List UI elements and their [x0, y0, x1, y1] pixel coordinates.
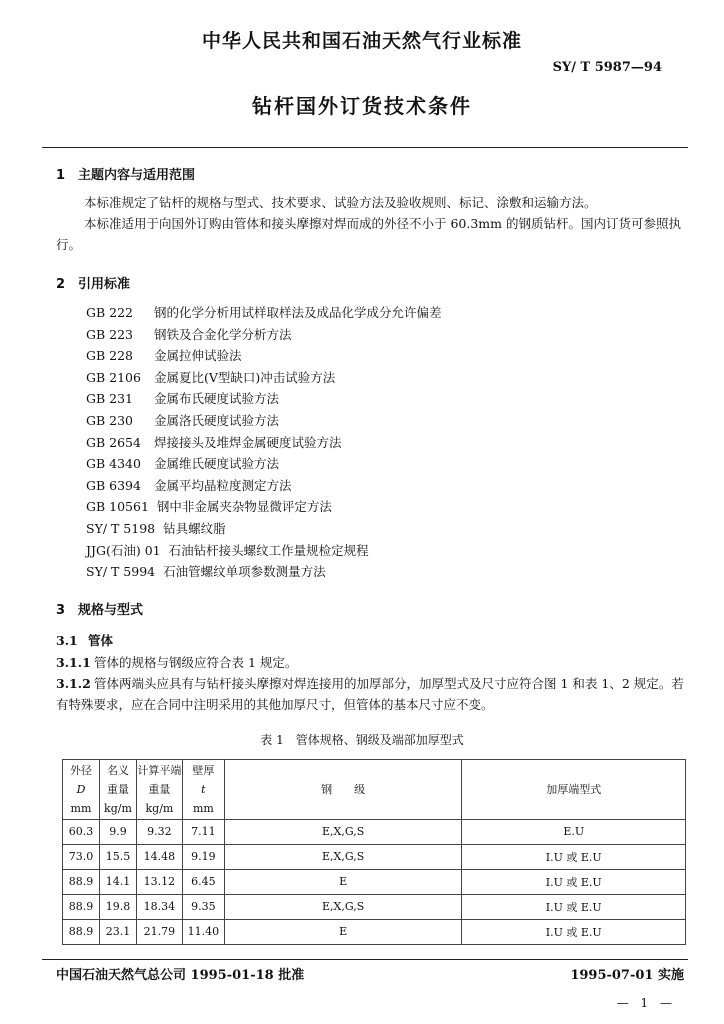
section-3-heading: [56, 599, 143, 618]
table-row: [63, 869, 686, 894]
table-cell: I.U 或 E.U: [462, 894, 686, 919]
reference-code: GB 231: [86, 391, 134, 407]
reference-code: GB 228: [86, 348, 134, 364]
clause-number: 3.1.1: [56, 655, 91, 670]
table-cell: I.U 或 E.U: [462, 844, 686, 869]
section-number: 2: [56, 277, 66, 292]
section-2-heading: [56, 273, 130, 292]
reference-title: 金属维氏硬度试验方法: [154, 456, 280, 472]
reference-title: 金属平均晶粒度测定方法: [154, 477, 292, 493]
reference-code: GB 4340: [86, 456, 141, 472]
approval-note: 中国石油天然气总公司 1995-01-18 批准: [56, 968, 305, 983]
table-cell: E,X,G,S: [224, 894, 462, 919]
reference-item: [86, 345, 442, 367]
table-cell: 9.19: [182, 844, 224, 869]
table-cell: E,X,G,S: [224, 819, 462, 844]
reference-title: 金属洛氏硬度试验方法: [154, 412, 280, 428]
section-title: 规格与型式: [78, 603, 144, 618]
reference-code: JJG(石油) 01: [86, 542, 161, 558]
reference-title: 金属布氏硬度试验方法: [154, 391, 280, 407]
header-cell: kg/m: [99, 799, 136, 819]
section-title: 引用标准: [78, 277, 131, 292]
header-cell: 重量: [136, 780, 182, 800]
subsection-3-1-heading: [56, 631, 113, 649]
table-cell: 11.40: [182, 919, 224, 944]
header-cell: kg/m: [136, 799, 182, 819]
reference-item: [86, 432, 442, 454]
reference-item: [86, 388, 442, 410]
reference-title: 金属拉伸试验法: [154, 348, 242, 364]
table-cell: 60.3: [63, 819, 100, 844]
table-cell: 7.11: [182, 819, 224, 844]
table-cell: E.U: [462, 819, 686, 844]
reference-item: [86, 540, 442, 562]
section-number: 3: [56, 603, 66, 618]
header-cell: t: [182, 780, 224, 800]
clause-number: 3.1.2: [56, 676, 91, 691]
effective-date: 1995-07-01 实施: [570, 968, 684, 983]
table-cell: 19.8: [99, 894, 136, 919]
reference-code: GB 2654: [86, 434, 141, 450]
footer-divider: [42, 959, 688, 960]
reference-code: GB 222: [86, 305, 134, 320]
reference-code: GB 10561: [86, 499, 149, 515]
pipe-spec-table: [62, 759, 686, 945]
reference-title: 金属夏比(V型缺口)冲击试验方法: [154, 369, 336, 385]
table-cell: 88.9: [63, 919, 100, 944]
reference-code: SY/ T 5994: [86, 564, 156, 580]
reference-title: 钻具螺纹脂: [163, 520, 226, 536]
clause-3-1-1: [56, 652, 690, 673]
table-row: [63, 894, 686, 919]
reference-item: [86, 561, 442, 583]
clause-text: 管体两端头应具有与钻杆接头摩擦对焊连接用的加厚部分，加厚型式及尺寸应符合图 1 和表 1、2 规定。若有特殊要求，应在合同中注明采用的其他加厚尺寸，但管体的基本尺寸应不变。: [56, 676, 684, 712]
reference-item: [86, 367, 442, 389]
table-cell: 14.1: [99, 869, 136, 894]
table-cell: 23.1: [99, 919, 136, 944]
table-cell: I.U 或 E.U: [462, 919, 686, 944]
table-cell: 15.5: [99, 844, 136, 869]
reference-title: 钢铁及合金化学分析方法: [154, 326, 292, 342]
reference-title: 钢的化学分析用试样取样法及成品化学成分允许偏差: [154, 305, 442, 320]
table-cell: 88.9: [63, 894, 100, 919]
table-cell: 18.34: [136, 894, 182, 919]
reference-title: 石油钻杆接头螺纹工作量规检定规程: [168, 542, 369, 558]
header-cell-upset-type: 加厚端型式: [462, 760, 686, 820]
table-cell: 13.12: [136, 869, 182, 894]
header-cell: mm: [63, 799, 100, 819]
section-1-body: [56, 192, 688, 255]
table-cell: 88.9: [63, 869, 100, 894]
reference-code: SY/ T 5198: [86, 520, 156, 536]
reference-code: GB 223: [86, 326, 134, 342]
paragraph: 本标准适用于向国外订购由管体和接头摩擦对焊而成的外径不小于 60.3mm 的钢质钻杆。国内订货可参照执行。: [56, 216, 681, 252]
header-cell: D: [63, 780, 100, 800]
table-row: [63, 919, 686, 944]
reference-item: [86, 518, 442, 540]
reference-title: 石油管螺纹单项参数测量方法: [163, 564, 326, 580]
standard-category-title: 中华人民共和国石油天然气行业标准: [201, 30, 522, 52]
header-cell-grade: 钢 级: [224, 760, 462, 820]
reference-item: [86, 496, 442, 518]
paragraph: 本标准规定了钻杆的规格与型式、技术要求、试验方法及验收规则、标记、涂敷和运输方法。: [84, 195, 597, 210]
document-title: 钻杆国外订货技术条件: [252, 94, 472, 118]
table-cell: 73.0: [63, 844, 100, 869]
section-title: 主题内容与适用范围: [78, 168, 196, 183]
table-cell: E: [224, 919, 462, 944]
table-cell: 9.9: [99, 819, 136, 844]
reference-title: 钢中非金属夹杂物显微评定方法: [156, 499, 332, 515]
reference-item: [86, 302, 442, 324]
reference-item: [86, 475, 442, 497]
table-row: [63, 844, 686, 869]
header-cell: 名义: [99, 760, 136, 780]
table-caption: 表 1 管体规格、钢级及端部加厚型式: [260, 733, 464, 747]
section-number: 1: [56, 168, 66, 183]
clause-3-1-2: [56, 673, 690, 715]
reference-code: GB 2106: [86, 369, 141, 385]
reference-item: [86, 410, 442, 432]
reference-item: [86, 453, 442, 475]
reference-title: 焊接接头及堆焊金属硬度试验方法: [154, 434, 342, 450]
reference-code: GB 230: [86, 412, 134, 428]
table-cell: 21.79: [136, 919, 182, 944]
reference-item: [86, 324, 442, 346]
standard-code: SY/ T 5987—94: [552, 60, 662, 75]
page-number: — 1 —: [616, 996, 676, 1010]
table-cell: 14.48: [136, 844, 182, 869]
table-row: [63, 819, 686, 844]
reference-code: GB 6394: [86, 477, 141, 493]
subsection-title: 管体: [88, 633, 114, 648]
reference-list: [86, 302, 442, 583]
table-cell: I.U 或 E.U: [462, 869, 686, 894]
table-cell: 9.35: [182, 894, 224, 919]
header-cell: 外径: [63, 760, 100, 780]
header-cell: mm: [182, 799, 224, 819]
table-cell: 9.32: [136, 819, 182, 844]
clause-text: 管体的规格与钢级应符合表 1 规定。: [94, 655, 298, 670]
header-cell: 重量: [99, 780, 136, 800]
title-divider: [42, 147, 688, 148]
section-1-heading: [56, 164, 195, 183]
table-cell: E,X,G,S: [224, 844, 462, 869]
subsection-number: 3.1: [56, 633, 78, 648]
header-cell: 壁厚: [182, 760, 224, 780]
table-cell: 6.45: [182, 869, 224, 894]
table-cell: E: [224, 869, 462, 894]
header-cell: 计算平端: [136, 760, 182, 780]
